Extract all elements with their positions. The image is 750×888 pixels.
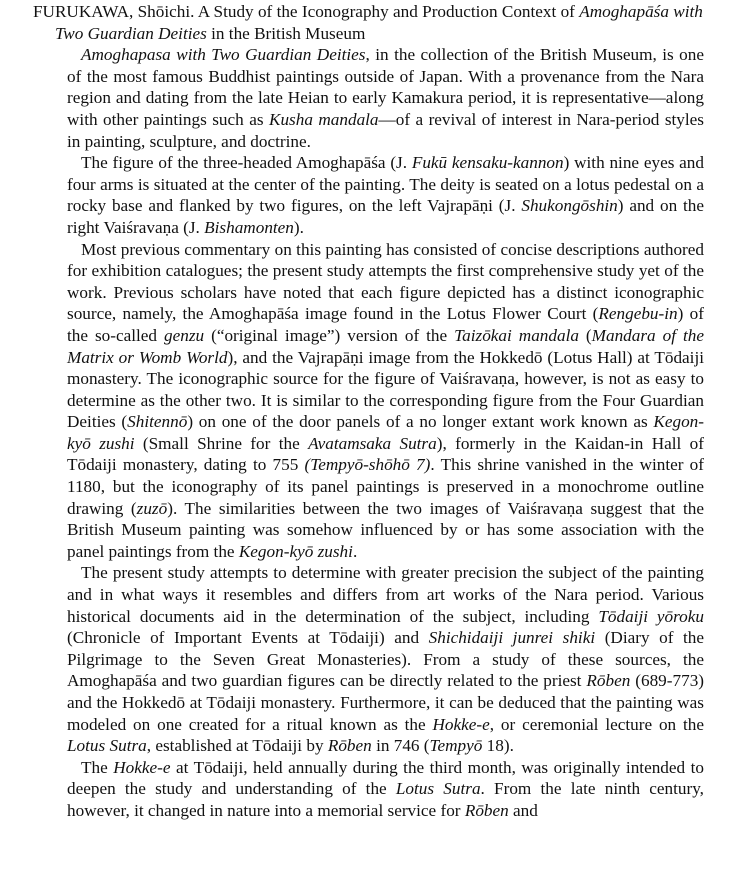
paragraph	[67, 757, 704, 822]
text-run: , established at Tōdaiji by	[146, 736, 328, 756]
text-run: ).	[293, 217, 304, 237]
paragraph	[67, 44, 704, 152]
italic-text: Kusha mandala	[268, 109, 379, 129]
text-run: , in the collection of the British Museum, is one of the most famous Buddhist paintings outside of Japan. With a provenance from the Nara region and dating from the late Heian to early Kamakura period, it is representative—along with other paintings such as	[67, 45, 704, 129]
text-run: at Tōdaiji, held annually during the third month, was originally intended to deepen the study and understanding of the	[67, 757, 704, 799]
text-run: The figure of the three-headed Amoghapāśa (J.	[81, 153, 412, 173]
text-run: (Chronicle of Important Events at Tōdaiji) and	[67, 628, 429, 648]
text-run: ). The similarities between the two images of Vaiśravaṇa suggest that the British Museum painting was somehow influenced by or has some association with the panel paintings from the	[67, 498, 704, 561]
text-run: FURUKAWA, Shōichi. A Study of the Iconography and Production Context of	[33, 2, 580, 21]
italic-text: Tempyō	[429, 736, 483, 756]
text-run: —of a revival of interest in Nara-period styles in painting, sculpture, and doctrine.	[67, 109, 704, 151]
text-run: Most previous commentary on this painting has consisted of concise descriptions authored for exhibition catalogues; the present study attempts the first comprehensive study yet of the work. Previous scholars have noted that each figure depicted has a distinct iconographic source, namely, the Amoghapāśa image found in the Lotus Flower Court (	[67, 239, 704, 324]
citation-heading	[33, 1, 704, 44]
italic-text: Rengebu-in	[598, 304, 678, 324]
text-run: ) and on the right Vaiśravaṇa (J.	[67, 196, 704, 237]
italic-text: Amoghapasa with Two Guardian Deities	[81, 45, 366, 65]
text-run: (Diary of the Pilgrimage to the Seven Great Monasteries). From a study of these sources, the Amoghapāśa and two guardian figures can be directly related to the priest	[67, 628, 704, 691]
text-run: The	[81, 757, 114, 777]
text-run: The present study attempts to determine with greater precision the subject of the painting and in what ways it resembles and differs from art works of the Nara period. Various historical documents aid in the determination of the subject, including	[67, 563, 704, 626]
text-run: (Small Shrine for the	[134, 433, 309, 453]
text-run: .	[352, 541, 358, 561]
paragraph	[67, 152, 704, 238]
italic-text: Kegon-kyō zushi	[238, 541, 353, 561]
text-run: , or ceremonial lecture on the	[489, 714, 704, 734]
text-run: (“original image”) version of the	[204, 325, 455, 345]
italic-text: (Tempyō-shōhō 7)	[304, 455, 431, 475]
italic-text: Hokke-e	[113, 757, 171, 777]
italic-text: Kegon-kyō zushi	[67, 412, 704, 453]
italic-text: Lotus Sutra	[395, 779, 481, 799]
abstract-body	[33, 44, 704, 821]
italic-text: Rōben	[464, 800, 509, 820]
text-run: (689-773) and the Hokkedō at Tōdaiji monastery. Furthermore, it can be deduced that the painting was modeled on one created for a ritual known as the	[67, 671, 705, 734]
italic-text: zuzō	[136, 498, 168, 518]
italic-text: Tōdaiji yōroku	[598, 606, 704, 626]
italic-text: Bishamonten	[204, 217, 294, 237]
text-run: ) of the so-called	[67, 304, 704, 345]
text-run: (	[578, 325, 592, 345]
italic-text: Rōben	[327, 736, 372, 756]
text-run: ), and the Vajrapāṇi image from the Hokkedō (Lotus Hall) at Tōdaiji monastery. The iconographic source for the figure of Vaiśravaṇa, however, is not as easy to determine as the other two. It is similar to the corresponding figure from the Four Guardian Deities (	[67, 347, 704, 432]
text-run: in the British Museum	[206, 23, 366, 43]
text-run: ), formerly in the Kaidan-in Hall of Tōdaiji monastery, dating to 755	[67, 433, 704, 475]
paragraph	[67, 562, 704, 756]
italic-text: Shitennō	[127, 412, 188, 432]
text-run: ) with nine eyes and four arms is situated at the center of the painting. The deity is seated on a lotus pedestal on a rocky base and flanked by two figures, on the left Vajrapāṇi (J.	[67, 153, 704, 216]
italic-text: Taizōkai mandala	[454, 325, 579, 345]
text-run: and	[508, 800, 538, 820]
italic-text: Rōben	[586, 671, 631, 691]
text-run: . From the late ninth century, however, it changed in nature into a memorial service for	[67, 779, 704, 820]
italic-text: Avatamsaka Sutra	[308, 433, 437, 453]
italic-text: Hokke-e	[432, 714, 490, 734]
italic-text: Shichidaiji junrei shiki	[428, 628, 596, 648]
italic-text: genzu	[164, 325, 205, 345]
italic-text: Mandara of the Matrix or Womb World	[67, 325, 704, 367]
text-run: in 746 (	[371, 736, 430, 756]
italic-text: Amoghapāśa with Two Guardian Deities	[55, 2, 703, 43]
italic-text: Lotus Sutra	[67, 736, 147, 756]
text-run: 18).	[482, 736, 514, 756]
italic-text: Shukongōshin	[521, 196, 618, 216]
italic-text: Fukū kensaku-kannon	[411, 153, 564, 173]
paragraph	[67, 239, 704, 563]
text-run: . This shrine vanished in the winter of 1180, but the iconography of its panel paintings is preserved in a monochrome outline drawing (	[67, 455, 704, 518]
text-run: ) on one of the door panels of a no longer extant work known as	[187, 412, 654, 432]
